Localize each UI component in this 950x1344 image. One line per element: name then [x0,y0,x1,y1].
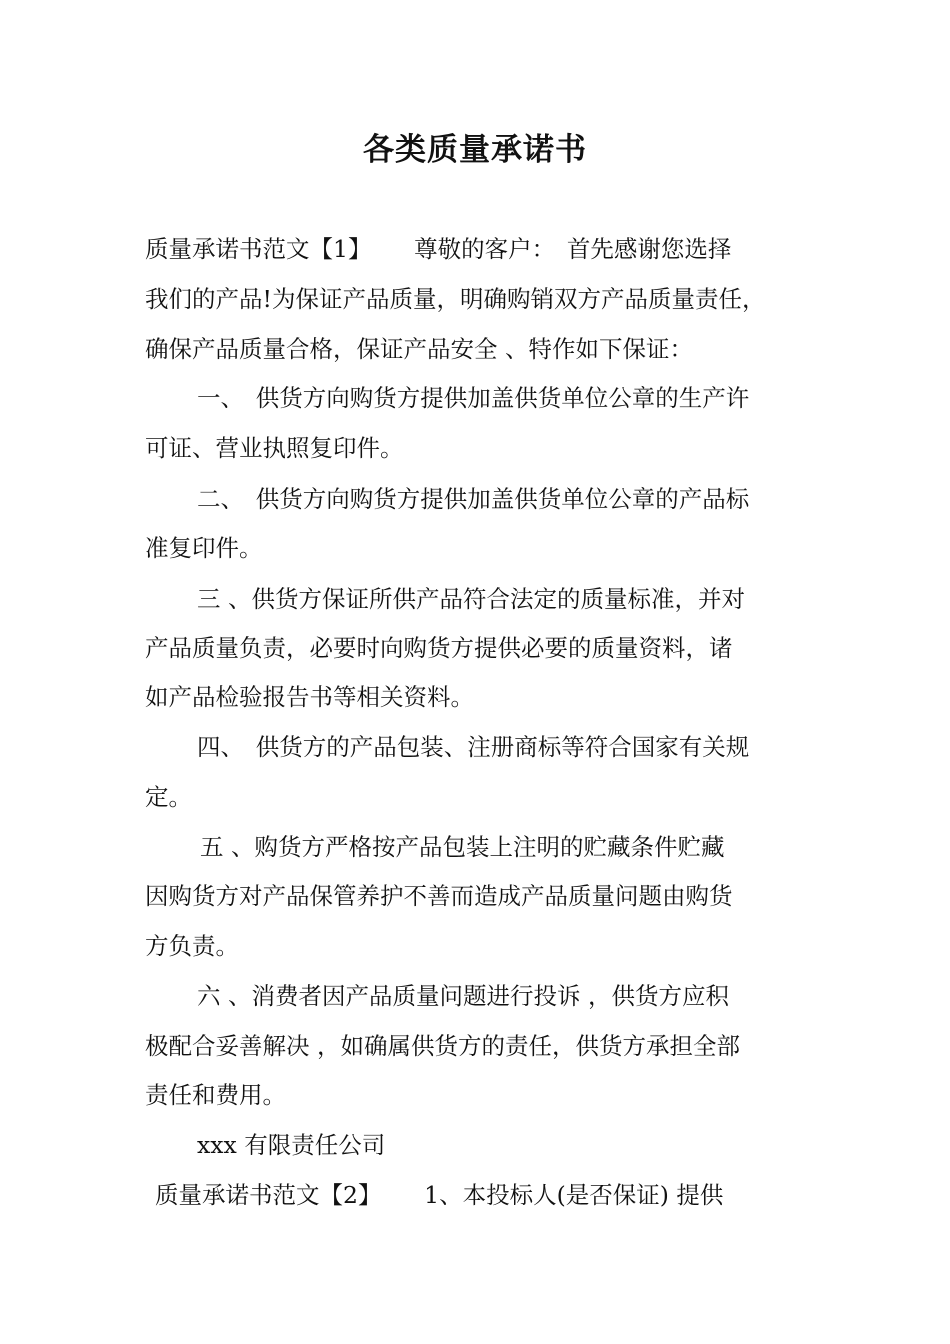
paragraph-line: 如产品检验报告书等相关资料。 [145,683,474,711]
paragraph-line: 质量承诺书范文【1】 尊敬的客户： 首先感谢您选择 [145,235,732,263]
paragraph-line: 极配合妥善解决 ，如确属供货方的责任，供货方承担全部 [145,1032,740,1060]
paragraph-line: 确保产品质量合格，保证产品安全 、特作如下保证： [145,335,693,363]
paragraph-line: 责任和费用。 [145,1081,286,1109]
document-title: 各类质量承诺书 [363,132,587,168]
paragraph-line: 因购货方对产品保管养护不善而造成产品质量问题由购货 [145,882,733,910]
paragraph-line: 产品质量负责，必要时向购货方提供必要的质量资料，诸 [145,634,733,662]
paragraph-line: 我们的产品!为保证产品质量，明确购销双方产品质量责任， [145,285,766,313]
clause-six-line: 六 、消费者因产品质量问题进行投诉 ，供货方应积 [197,982,729,1010]
paragraph-line: 定。 [145,783,192,811]
paragraph-line: 准复印件。 [145,534,263,562]
clause-three-line: 三 、供货方保证所供产品符合法定的质量标准，并对 [197,585,745,613]
paragraph-line: 方负责。 [145,932,239,960]
company-signature: xxx 有限责任公司 [197,1131,386,1159]
clause-four-line: 四、 供货方的产品包装、注册商标等符合国家有关规 [197,733,750,761]
paragraph-line: 可证、营业执照复印件。 [145,434,404,462]
clause-one-line: 一、 供货方向购货方提供加盖供货单位公章的生产许 [197,384,750,412]
clause-two-line: 二、 供货方向购货方提供加盖供货单位公章的产品标 [197,485,750,513]
paragraph-line: 质量承诺书范文【2】 1、本投标人(是否保证) 提供 [155,1181,724,1209]
clause-five-line: 五 、购货方严格按产品包装上注明的贮藏条件贮藏 [200,833,725,861]
